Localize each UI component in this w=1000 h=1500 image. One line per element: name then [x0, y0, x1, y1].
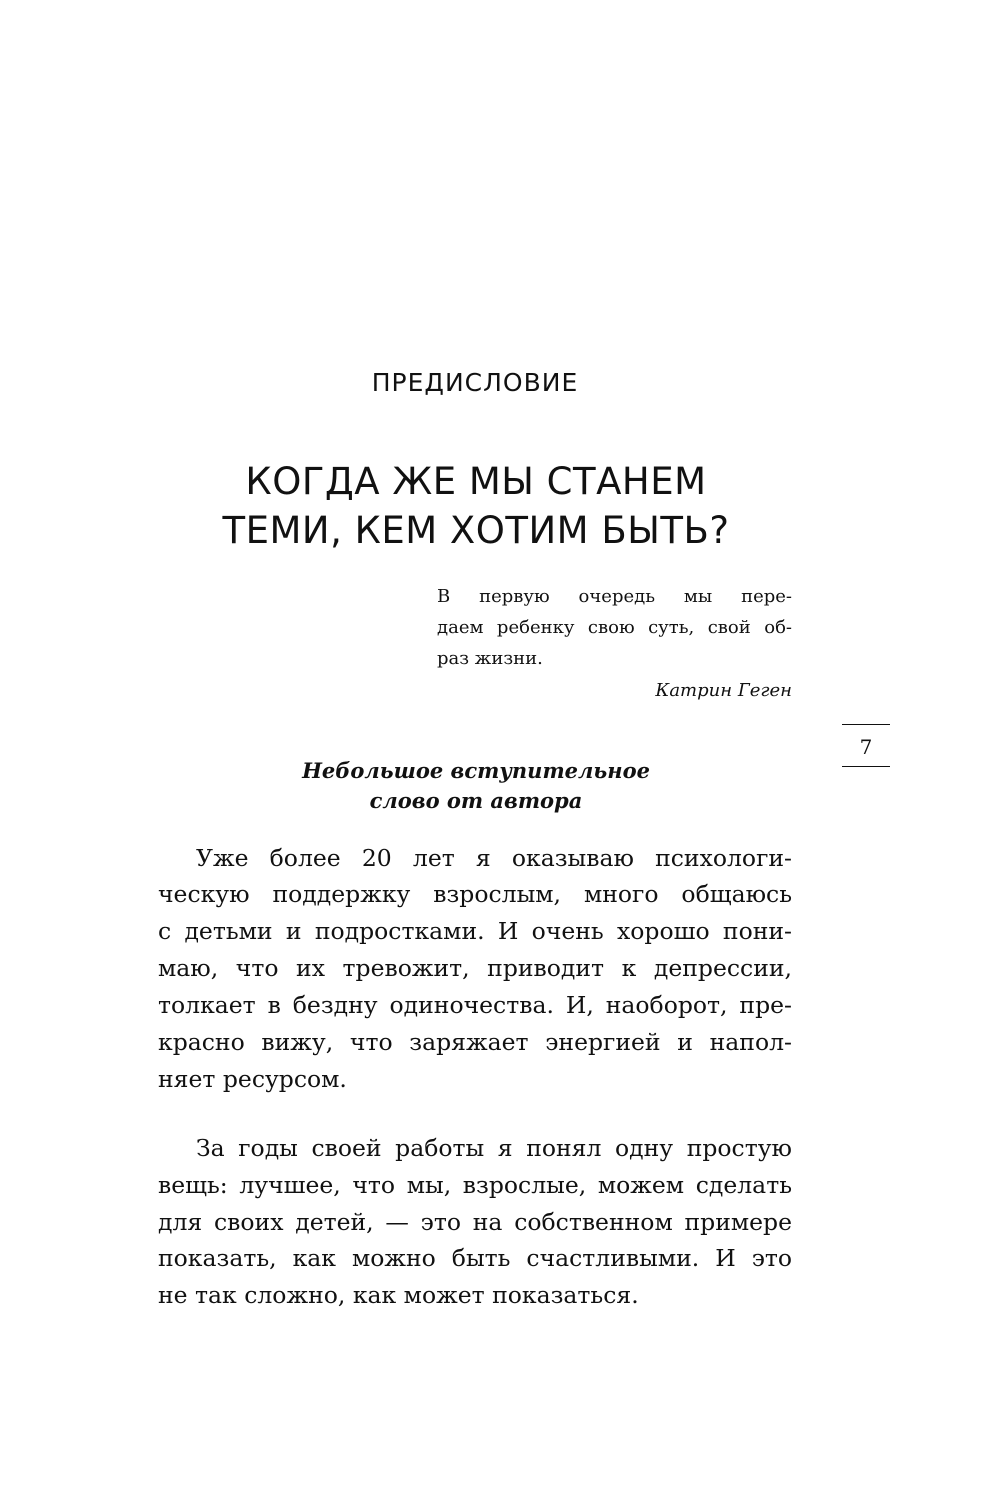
paragraph-1-line-3: с детьми и подростками. И очень хорошо пони-	[158, 917, 792, 945]
epigraph-line-2: даем ребенку свою суть, свой об-	[437, 617, 792, 638]
paragraph-1-line-2: ческую поддержку взрослым, много общаюсь	[158, 880, 792, 908]
paragraph-2-line-5: не так сложно, как может показаться.	[158, 1281, 639, 1309]
paragraph-2-line-4: показать, как можно быть счастливыми. И это	[158, 1244, 792, 1272]
page-number-rule-top	[842, 724, 890, 725]
paragraph-2-line-3: для своих детей, — это на собственном примере	[158, 1208, 792, 1236]
epigraph-line-3: раз жизни.	[437, 648, 543, 669]
paragraph-2-line-1: За годы своей работы я понял одну простую	[196, 1134, 792, 1162]
subheading-line-1: Небольшое вступительное	[302, 758, 650, 783]
chapter-title-line-1: КОГДА ЖЕ МЫ СТАНЕМ	[245, 460, 707, 503]
subheading-line-2: слово от автора	[369, 788, 583, 813]
paragraph-1-line-4: маю, что их тревожит, приводит к депрессии,	[158, 954, 792, 982]
paragraph-1-line-6: красно вижу, что заряжает энергией и напол-	[158, 1028, 792, 1056]
paragraph-1-line-1: Уже более 20 лет я оказываю психологи-	[196, 844, 792, 872]
page-number: 7	[859, 735, 873, 759]
section-label: ПРЕДИСЛОВИЕ	[371, 368, 579, 397]
epigraph-line-1: В первую очередь мы пере-	[437, 586, 792, 607]
chapter-title-line-2: ТЕМИ, КЕМ ХОТИМ БЫТЬ?	[222, 509, 730, 552]
paragraph-1-line-5: толкает в бездну одиночества. И, наоборот, пре-	[158, 991, 792, 1019]
epigraph-author: Катрин Геген	[655, 680, 792, 701]
paragraph-1-line-7: няет ресурсом.	[158, 1065, 347, 1093]
paragraph-2-line-2: вещь: лучшее, что мы, взрослые, можем сделать	[158, 1171, 792, 1199]
